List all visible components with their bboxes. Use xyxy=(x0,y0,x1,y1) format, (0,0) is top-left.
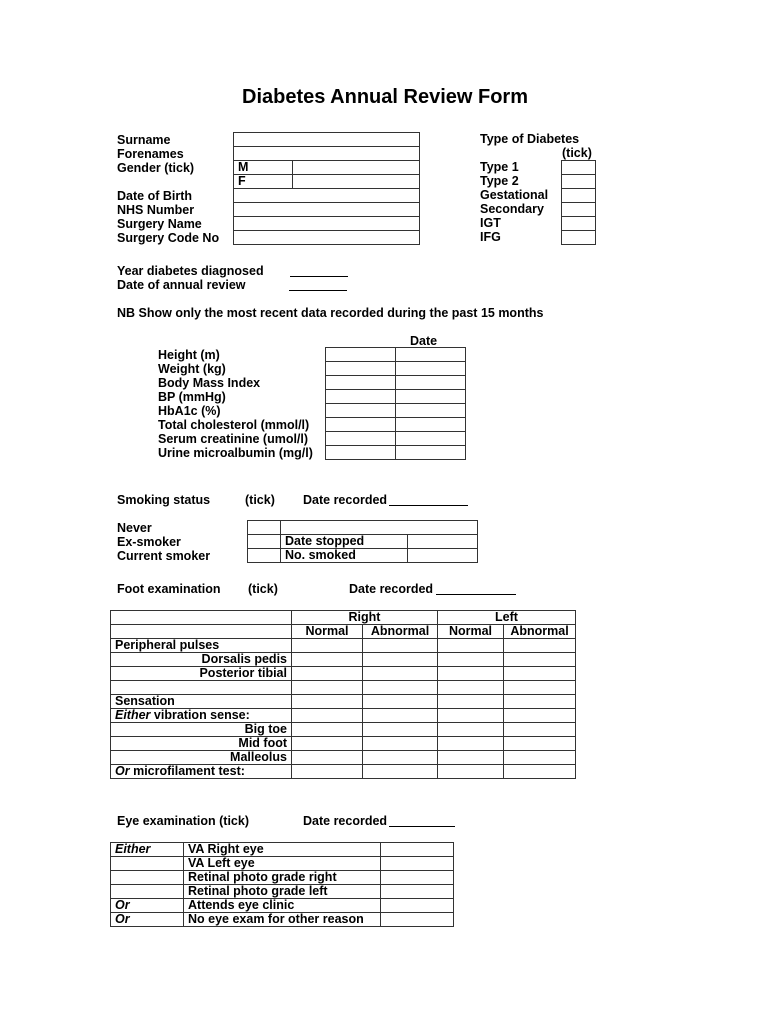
type-2-tick[interactable] xyxy=(562,175,596,189)
foot-cell[interactable] xyxy=(292,695,363,709)
nb-note: NB Show only the most recent data recorded during the past 15 months xyxy=(117,306,544,320)
no-eye-exam-label: No eye exam for other reason xyxy=(184,913,381,927)
foot-cell[interactable] xyxy=(292,653,363,667)
foot-cell[interactable] xyxy=(504,695,576,709)
sensation-label: Sensation xyxy=(111,695,292,709)
nhs-number-field[interactable] xyxy=(234,203,420,217)
height-date[interactable] xyxy=(396,348,466,362)
never-tick[interactable] xyxy=(248,521,281,535)
foot-cell[interactable] xyxy=(292,765,363,779)
patient-details-table xyxy=(233,132,420,245)
or-prefix: Or xyxy=(115,898,130,912)
smoking-tick-label: (tick) xyxy=(245,493,275,507)
surname-field[interactable] xyxy=(234,133,420,147)
or-prefix: Or xyxy=(115,912,130,926)
weight-label: Weight (kg) xyxy=(158,362,226,376)
foot-cell[interactable] xyxy=(504,639,576,653)
bmi-date[interactable] xyxy=(396,376,466,390)
forenames-field[interactable] xyxy=(234,147,420,161)
blank-row-label xyxy=(111,681,292,695)
smoking-date-label: Date recorded xyxy=(303,493,388,507)
foot-cell[interactable] xyxy=(438,653,504,667)
foot-cell[interactable] xyxy=(438,737,504,751)
retinal-left-label: Retinal photo grade left xyxy=(184,885,381,899)
eye-date-label: Date recorded xyxy=(303,814,388,828)
foot-cell[interactable] xyxy=(504,709,576,723)
label-dob: Date of Birth xyxy=(117,189,192,203)
height-value[interactable] xyxy=(326,348,396,362)
vibration-sense-label: Either vibration sense: xyxy=(111,709,292,723)
foot-cell[interactable] xyxy=(438,667,504,681)
bmi-value[interactable] xyxy=(326,376,396,390)
eye-date-field[interactable] xyxy=(389,814,455,827)
creatinine-label: Serum creatinine (umol/l) xyxy=(158,432,309,446)
foot-cell[interactable] xyxy=(438,639,504,653)
smoking-table xyxy=(247,520,478,563)
foot-cell[interactable] xyxy=(363,681,438,695)
foot-cell[interactable] xyxy=(438,695,504,709)
va-left-label: VA Left eye xyxy=(184,857,381,871)
label-forenames: Forenames xyxy=(117,147,184,161)
height-label: Height (m) xyxy=(158,348,220,362)
va-right-label: VA Right eye xyxy=(184,843,381,857)
right-normal-header: Normal xyxy=(292,625,363,639)
gender-f-tick[interactable] xyxy=(293,175,420,189)
label-surgery-code: Surgery Code No xyxy=(117,231,220,245)
gender-m-tick[interactable] xyxy=(293,161,420,175)
foot-cell[interactable] xyxy=(438,723,504,737)
patient-labels xyxy=(117,133,219,245)
cholesterol-value[interactable] xyxy=(326,418,396,432)
diabetes-type-heading: Type of Diabetes xyxy=(480,132,580,146)
retinal-right-tick[interactable] xyxy=(381,871,454,885)
hba1c-label: HbA1c (%) xyxy=(158,404,221,418)
foot-cell[interactable] xyxy=(363,737,438,751)
annual-review-label: Date of annual review xyxy=(117,278,246,292)
surgery-code-field[interactable] xyxy=(234,231,420,245)
cholesterol-label: Total cholesterol (mmol/l) xyxy=(158,418,310,432)
page-title: Diabetes Annual Review Form xyxy=(242,86,528,108)
big-toe-label: Big toe xyxy=(111,723,292,737)
secondary-label: Secondary xyxy=(480,202,544,216)
date-stopped-label: Date stopped xyxy=(281,535,408,549)
left-header: Left xyxy=(438,611,576,625)
peripheral-pulses-label: Peripheral pulses xyxy=(111,639,292,653)
microalbumin-value[interactable] xyxy=(326,446,396,460)
eye-heading: Eye examination (tick) xyxy=(117,814,249,828)
measurements-date-header: Date xyxy=(410,334,438,348)
smoking-heading: Smoking status xyxy=(117,493,211,507)
foot-cell[interactable] xyxy=(438,681,504,695)
diabetes-type-table xyxy=(561,160,596,245)
left-normal-header: Normal xyxy=(438,625,504,639)
smoking-labels xyxy=(117,521,210,563)
foot-cell[interactable] xyxy=(292,639,363,653)
foot-cell[interactable] xyxy=(504,751,576,765)
eye-clinic-tick[interactable] xyxy=(381,899,454,913)
eye-clinic-label: Attends eye clinic xyxy=(184,899,381,913)
surgery-name-field[interactable] xyxy=(234,217,420,231)
year-diagnosed-label: Year diabetes diagnosed xyxy=(117,264,264,278)
dorsalis-pedis-label: Dorsalis pedis xyxy=(111,653,292,667)
malleolus-label: Malleolus xyxy=(111,751,292,765)
microalbumin-date[interactable] xyxy=(396,446,466,460)
secondary-tick[interactable] xyxy=(562,203,596,217)
diabetes-type-tick-label: (tick) xyxy=(562,146,592,160)
bp-date[interactable] xyxy=(396,390,466,404)
foot-date-field[interactable] xyxy=(436,582,516,595)
foot-cell[interactable] xyxy=(292,667,363,681)
igt-label: IGT xyxy=(480,216,501,230)
gender-m-label: M xyxy=(234,161,293,175)
current-smoker-label: Current smoker xyxy=(117,549,211,563)
gestational-label: Gestational xyxy=(480,188,549,202)
label-nhs: NHS Number xyxy=(117,203,195,217)
foot-cell[interactable] xyxy=(438,751,504,765)
foot-cell[interactable] xyxy=(363,639,438,653)
foot-tick-label: (tick) xyxy=(248,582,278,596)
foot-cell[interactable] xyxy=(363,723,438,737)
measurements-labels xyxy=(158,348,313,460)
creatinine-date[interactable] xyxy=(396,432,466,446)
type-2-label: Type 2 xyxy=(480,174,519,188)
date-stopped-field[interactable] xyxy=(408,535,478,549)
foot-cell[interactable] xyxy=(504,723,576,737)
gender-f-label: F xyxy=(234,175,293,189)
weight-value[interactable] xyxy=(326,362,396,376)
either-prefix: Either xyxy=(115,842,151,856)
ifg-tick[interactable] xyxy=(562,231,596,245)
foot-cell[interactable] xyxy=(363,695,438,709)
annual-review-field[interactable] xyxy=(289,278,347,291)
foot-cell[interactable] xyxy=(363,653,438,667)
va-right-tick[interactable] xyxy=(381,843,454,857)
bmi-label: Body Mass Index xyxy=(158,376,261,390)
foot-cell[interactable] xyxy=(363,751,438,765)
ex-smoker-label: Ex-smoker xyxy=(117,535,181,549)
diabetes-type-labels xyxy=(480,160,548,244)
measurements-table xyxy=(325,347,466,460)
label-surname: Surname xyxy=(117,133,171,147)
foot-cell[interactable] xyxy=(292,737,363,751)
foot-cell[interactable] xyxy=(504,737,576,751)
igt-tick[interactable] xyxy=(562,217,596,231)
never-label: Never xyxy=(117,521,152,535)
label-surgery-name: Surgery Name xyxy=(117,217,202,231)
cholesterol-date[interactable] xyxy=(396,418,466,432)
microfilament-label: Or microfilament test: xyxy=(111,765,292,779)
foot-cell[interactable] xyxy=(292,751,363,765)
either-prefix: Either xyxy=(115,708,151,722)
year-diagnosed-field[interactable] xyxy=(290,264,348,277)
foot-cell[interactable] xyxy=(438,765,504,779)
mid-foot-label: Mid foot xyxy=(111,737,292,751)
no-eye-exam-tick[interactable] xyxy=(381,913,454,927)
weight-date[interactable] xyxy=(396,362,466,376)
foot-cell[interactable] xyxy=(363,709,438,723)
va-left-tick[interactable] xyxy=(381,857,454,871)
hba1c-date[interactable] xyxy=(396,404,466,418)
foot-cell[interactable] xyxy=(504,653,576,667)
ex-smoker-tick[interactable] xyxy=(248,535,281,549)
hba1c-value[interactable] xyxy=(326,404,396,418)
foot-cell[interactable] xyxy=(504,667,576,681)
smoking-date-field[interactable] xyxy=(389,493,468,506)
eye-table xyxy=(110,842,454,927)
foot-cell[interactable] xyxy=(292,723,363,737)
foot-heading: Foot examination xyxy=(117,582,221,596)
right-header: Right xyxy=(292,611,438,625)
foot-cell[interactable] xyxy=(438,709,504,723)
retinal-left-tick[interactable] xyxy=(381,885,454,899)
creatinine-value[interactable] xyxy=(326,432,396,446)
gestational-tick[interactable] xyxy=(562,189,596,203)
current-smoker-tick[interactable] xyxy=(248,549,281,563)
dob-field[interactable] xyxy=(234,189,420,203)
type-1-label: Type 1 xyxy=(480,160,519,174)
left-abnormal-header: Abnormal xyxy=(504,625,576,639)
or-prefix: Or xyxy=(115,764,130,778)
type-1-tick[interactable] xyxy=(562,161,596,175)
foot-cell[interactable] xyxy=(504,681,576,695)
foot-cell[interactable] xyxy=(292,709,363,723)
posterior-tibial-label: Posterior tibial xyxy=(111,667,292,681)
foot-cell[interactable] xyxy=(504,765,576,779)
bp-value[interactable] xyxy=(326,390,396,404)
label-gender: Gender (tick) xyxy=(117,161,195,175)
right-abnormal-header: Abnormal xyxy=(363,625,438,639)
foot-cell[interactable] xyxy=(292,681,363,695)
foot-date-label: Date recorded xyxy=(349,582,434,596)
foot-cell[interactable] xyxy=(363,765,438,779)
ifg-label: IFG xyxy=(480,230,501,244)
foot-cell[interactable] xyxy=(363,667,438,681)
no-smoked-field[interactable] xyxy=(408,549,478,563)
retinal-right-label: Retinal photo grade right xyxy=(184,871,381,885)
bp-label: BP (mmHg) xyxy=(158,390,226,404)
microalbumin-label: Urine microalbumin (mg/l) xyxy=(158,446,313,460)
foot-table xyxy=(110,610,576,779)
no-smoked-label: No. smoked xyxy=(281,549,408,563)
